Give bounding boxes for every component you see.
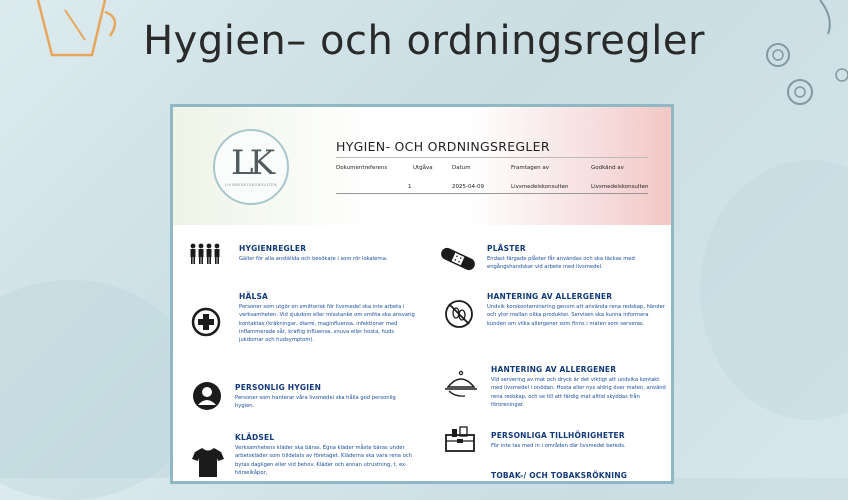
rule-item	[491, 471, 669, 480]
rule-text: Endast färgade plåster får användas och ska täckas med engångshandskar vid arbete med livsmedel.	[487, 256, 635, 271]
meta-header: Utgåva	[413, 165, 433, 171]
meta-header: Framtagen av	[511, 165, 550, 171]
rule-heading: PERSONLIGA TILLHÖRIGHETER	[491, 431, 625, 440]
rule-heading: HÄLSA	[239, 292, 269, 301]
divider	[336, 193, 648, 194]
rule-heading: PLÅSTER	[487, 244, 526, 253]
company-logo	[213, 129, 289, 205]
rule-item	[235, 383, 415, 411]
allergen-icon	[444, 299, 474, 329]
logo-mark: LK	[231, 143, 271, 183]
rule-item	[235, 433, 415, 477]
rule-heading: TOBAK-/ OCH TOBAKSRÖKNING	[491, 471, 628, 480]
rule-item	[487, 292, 667, 328]
person-icon	[192, 381, 222, 411]
meta-value-date: 2025-04-09	[452, 184, 484, 190]
tshirt-icon	[191, 447, 225, 477]
people-icon	[189, 243, 221, 265]
rule-text: Personer som utgör en smittorisk för livsmedel ska inte arbeta i verksamheten. Vid sjukdom eller misstanke om smitta ska ansvarig kontaktas (kräkningar, diarré, maginfluensa, infektioner med inflammerade sår, kraftig influensa, snuva eller hosta, huds jukdomar och hudsymptom).	[239, 304, 415, 344]
rule-item	[491, 365, 669, 409]
bandage-icon	[438, 245, 478, 273]
divider	[336, 157, 648, 158]
medical-cross-icon	[191, 307, 221, 337]
logo-subtitle: LIVSMEDELSKONSULTEN	[224, 183, 278, 187]
rule-item	[239, 292, 415, 344]
rule-item	[239, 244, 419, 263]
document-title: HYGIEN- OCH ORDNINGSREGLER	[336, 139, 550, 154]
toolbox-icon	[444, 425, 476, 453]
rule-heading: KLÄDSEL	[235, 433, 275, 442]
rule-heading: HANTERING AV ALLERGENER	[487, 292, 613, 301]
rule-item	[487, 244, 667, 272]
meta-header: Godkänd av	[591, 165, 624, 171]
background-splotch	[700, 160, 848, 420]
meta-value-approver: Livsmedelskonsulten	[591, 184, 649, 190]
rule-heading: PERSONLIG HYGIEN	[235, 383, 322, 392]
rule-text: Undvik korskontaminering genom att använda rena redskap, händer och ytor mellan olika produkter. Servisen ska kunna informera kunden om vilka allergener som finns i maten som serveras.	[487, 304, 665, 327]
rule-text: Personer som hanterar våra livsmedel ska hålla god personlig hygien.	[235, 395, 396, 410]
rule-item	[491, 431, 669, 450]
rule-heading: HANTERING AV ALLERGENER	[491, 365, 617, 374]
rule-text: Vid servering av mat och dryck är det viktigt att undvika kontakt med livsmedel i onödan. Hosta eller nys aldrig över maten, använd rena redskap, och se till att färdig mat alltid skyddas från föroreningar.	[491, 377, 666, 408]
serving-cloche-icon	[443, 369, 479, 399]
meta-value-edition: 1	[408, 184, 412, 190]
meta-value-author: Livsmedelskonsulten	[511, 184, 569, 190]
rule-heading: HYGIENREGLER	[239, 244, 307, 253]
rule-text: Gäller för alla anställda och besökare i som rör lokalerna.	[239, 256, 388, 262]
rule-text: Verksamhetens kläder ska bäras. Egna kläder måste bäras under arbetskläder som tilldelats av företaget. Kläderna ska vara rena och bytas dagligen eller vid behov. Kläder och annan utrustning, t. ex. hörselkåpor,	[235, 445, 412, 476]
rule-text: För inte tas med in i områden där livsmedel bereds.	[491, 443, 626, 449]
slide-title: Hygien– och ordningsregler	[143, 18, 705, 64]
meta-header: Datum	[452, 165, 471, 171]
meta-header: Dokumentreferens	[336, 165, 388, 171]
document-preview	[170, 104, 674, 484]
